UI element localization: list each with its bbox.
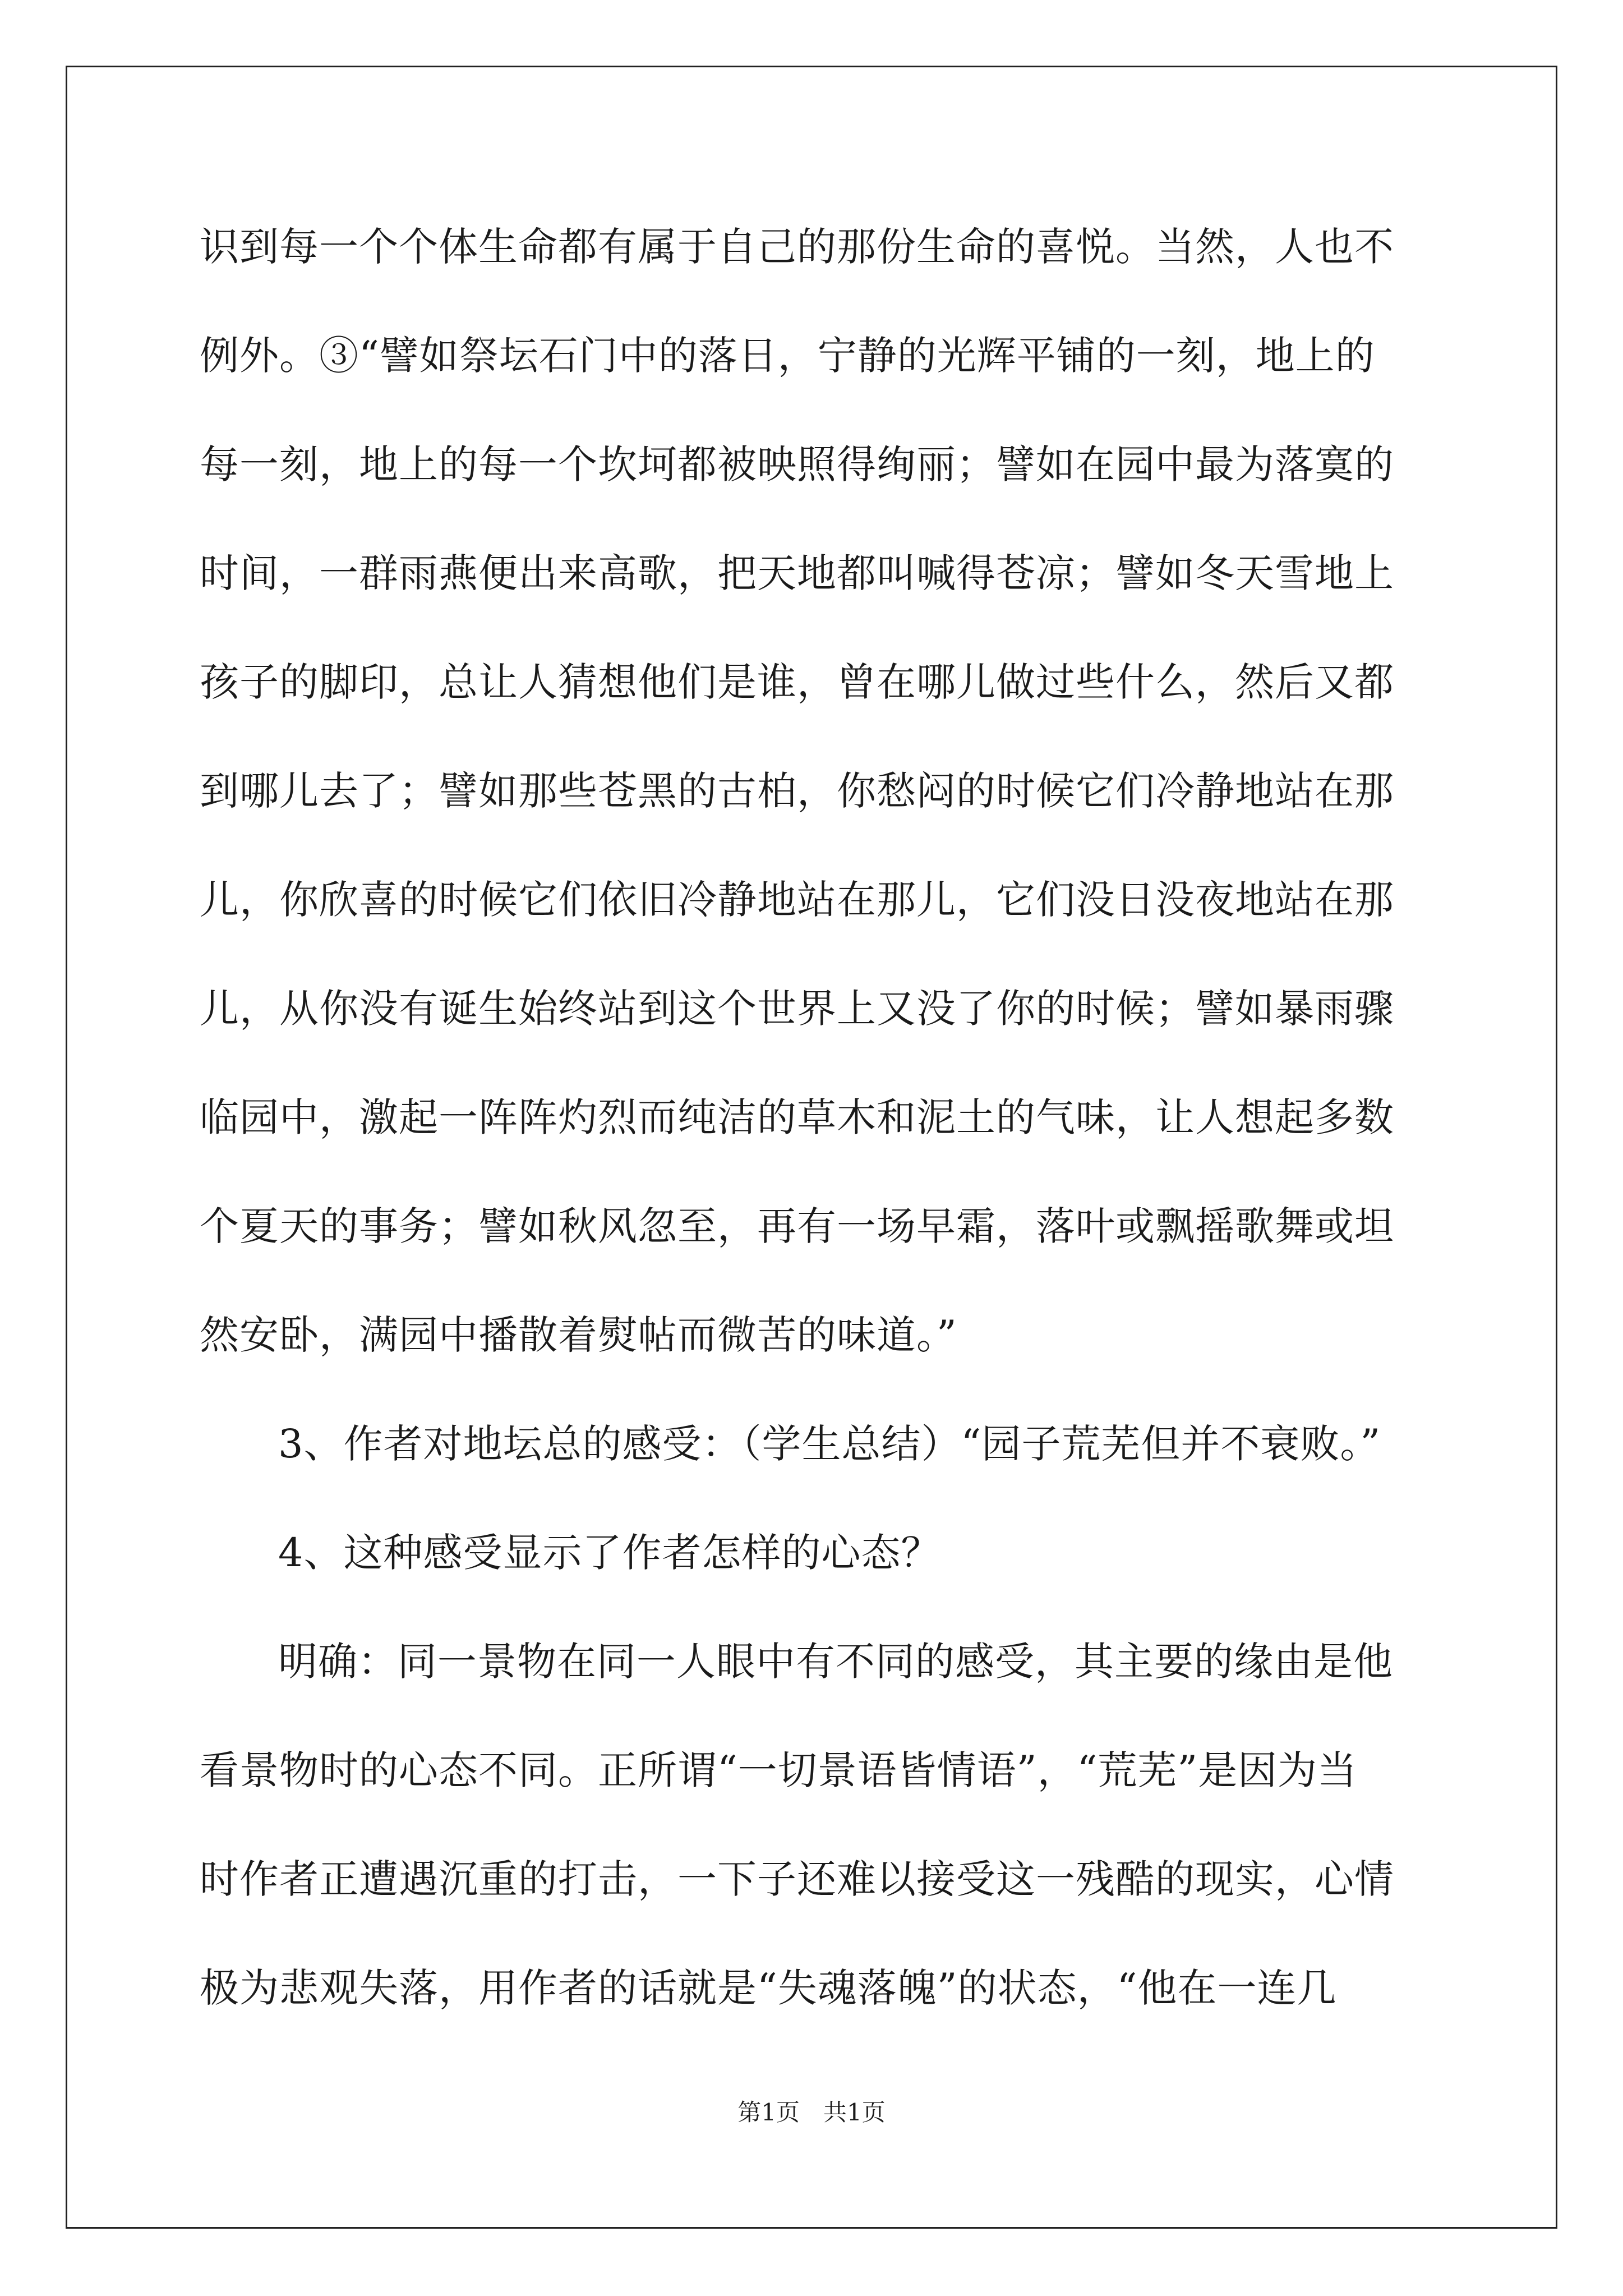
document-body [200,216,1433,2066]
page-number-footer: 第1页 共1页 [737,2099,886,2126]
text-line: 每一刻，地上的每一个坎坷都被映照得绚丽；譬如在园中最为落寞的 [200,441,1394,487]
text-line: 4、这种感受显示了作者怎样的心态？ [278,1530,941,1576]
text-line: 儿，从你没有诞生始终站到这个世界上又没了你的时候；譬如暴雨骤 [200,986,1394,1032]
text-line: 孩子的脚印，总让人猜想他们是谁，曾在哪儿做过些什么，然后又都 [200,659,1394,705]
text-line: 儿，你欣喜的时候它们依旧冷静地站在那儿，它们没日没夜地站在那 [200,877,1394,923]
text-line: 极为悲观失落，用作者的话就是“失魂落魄”的状态，“他在一连几 [200,1965,1337,2011]
text-line: 时作者正遭遇沉重的打击，一下子还难以接受这一残酷的现实，心情 [200,1856,1394,1902]
text-line: 看景物时的心态不同。正所谓“一切景语皆情语”，“荒芜”是因为当 [200,1747,1358,1793]
text-line: 明确：同一景物在同一人眼中有不同的感受，其主要的缘由是他 [278,1639,1393,1685]
text-line: 然安卧，满园中播散着熨帖而微苦的味道。” [200,1312,957,1358]
text-line: 个夏天的事务；譬如秋风忽至，再有一场早霜，落叶或飘摇歌舞或坦 [200,1203,1394,1249]
text-line: 临园中，激起一阵阵灼烈而纯洁的草木和泥土的气味，让人想起多数 [200,1094,1394,1140]
text-line: 例外。③“譬如祭坛石门中的落日，宁静的光辉平铺的一刻，地上的 [200,333,1375,379]
text-line: 时间，一群雨燕便出来高歌，把天地都叫喊得苍凉；譬如冬天雪地上 [200,550,1394,596]
text-line: 到哪儿去了；譬如那些苍黑的古柏，你愁闷的时候它们冷静地站在那 [200,768,1394,814]
text-line: 3、作者对地坛总的感受：（学生总结）“园子荒芜但并不衰败。” [278,1421,1381,1467]
text-line: 识到每一个个体生命都有属于自己的那份生命的喜悦。当然，人也不 [200,224,1394,270]
